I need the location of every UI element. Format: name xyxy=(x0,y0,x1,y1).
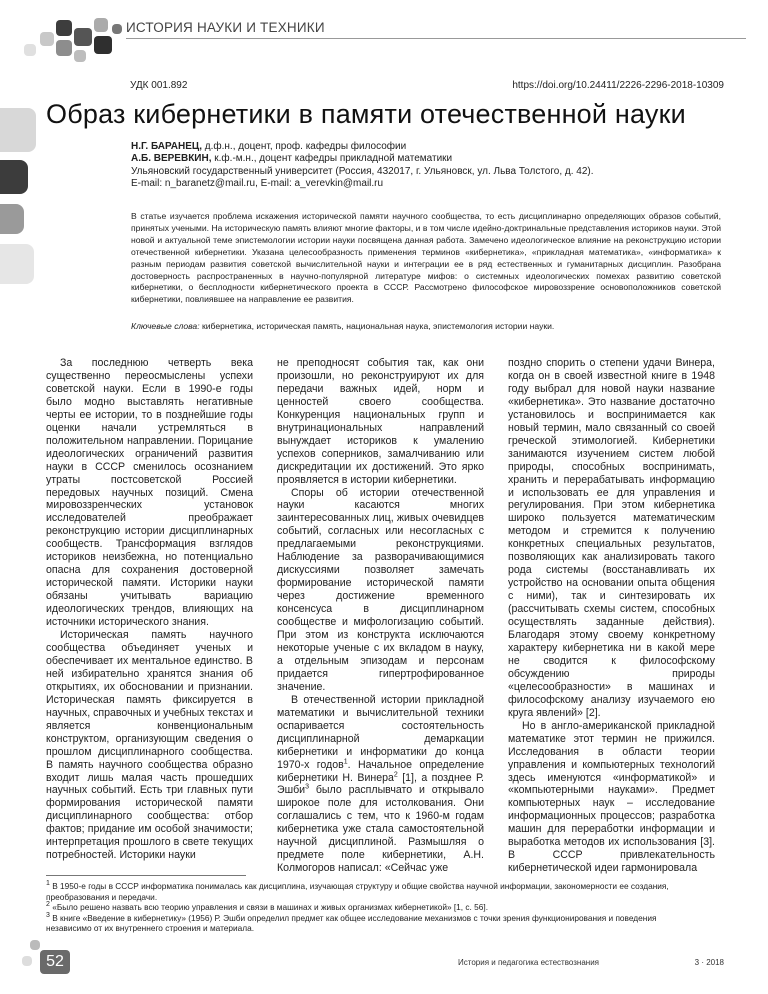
paragraph: Споры об истории отечественной науки касаются многих заинтересованных лиц, живых очевидцев событий, согласных или несогласных с предлагаемыми реконструкциями. Наблюдение за разворачивающимися дискуссиями позволяет замечать формирование исторической памяти через достижение временного консенсуса в дисциплинарном сообществе и мифологизацию событий. При этом из конструкта исключаются некоторые ученые с их вкладом в науку, а отдельным эпизодам и персонам придается гипертрофированное значение. xyxy=(277,486,484,693)
text-run: В отечественной истории прикладной математики и вычислительной техники оспаривается состоятельность дисциплинарной демаркации кибернетики и информатики до конца 1970-х годов xyxy=(277,693,484,771)
footnotes xyxy=(46,881,696,934)
authors-block xyxy=(131,141,731,191)
author-emails[interactable]: E-mail: n_baranetz@mail.ru, E-mail: a_verevkin@mail.ru xyxy=(131,178,384,190)
text-run: [1], а позднее Р. Эшби xyxy=(277,771,484,797)
body-column-3 xyxy=(508,357,715,875)
author-name: А.Б. ВЕРЕВКИН, xyxy=(131,153,212,165)
paragraph: не преподносят события так, как они произошли, но реконструируют их для передачи важных идей, норм и ценностей своего сообщества. Конкуренция национальных групп и внутринациональных направлений вынуждает историков к умалению успехов соперников, замалчиванию или дискредитации их достижений. Это ярко проявляется в истории кибернетики. xyxy=(277,357,484,486)
section-title: ИСТОРИЯ НАУКИ И ТЕХНИКИ xyxy=(126,20,325,35)
abstract: В статье изучается проблема искажения исторической памяти научного сообщества, то есть дисциплинарно определяющих образов событий, принятых учеными. На историческую память влияют многие факторы, и в том числе идейно-доктринальные представления историков науки. Этой новой и актуальной теме эпистемологии истории науки посвящена данная работа. Замечено идеологическое влияние на реконструкцию истории отечественной кибернетики. Указана целесообразность применения терминов «кибернетика», «прикладная математика», «информатика» к разным периодам развития советской вычислительной науки и интеграции ее в ряд естественных и гуманитарных дисциплин. Разобрана достоверность распространенных в научно-популярной литературе мифов: о системных идеологических помехах развитию советской кибернетики, о бесплодности кибернетического проекта в СССР. Рассмотрено философское мировоззрение основоположников советской кибернетики, повлиявшее на направление ее развития. xyxy=(131,211,721,305)
footnote-ref[interactable]: 1 xyxy=(343,758,348,766)
paragraph: поздно спорить о степени удачи Винера, когда он в своей известной книге в 1948 году выбрал для новой науки название «кибернетика». Это название достаточно установилось и воспринимается как новый термин, мало связанный со своей греческой этимологией. Кибернетики занимаются изучением систем любой природы, способных воспринимать, хранить и перерабатывать информацию и использовать ее для управления и регулирования. При этом кибернетика широко пользуется математическим методом и стремится к получению конкретных специальных результатов, позволяющих как анализировать такого рода системы (восстанавливать их устройство на основании опыта общения с ними), так и синтезировать их (рассчитывать схемы систем, способных осуществлять заданные действия). Благодаря этому своему конкретному характеру кибернетика ни в какой мере не сводится к философскому обсуждению природы «целесообразности» в машинах и философскому анализу изучаемого ею круга явлений» [2]. xyxy=(508,357,715,719)
footnote-text: В книге «Введение в кибернетику» (1956) Р. Эшби определил предмет как общее исследование механизмов с точки зрения функционирования и поведения независимо от их внутреннего строения и материала. xyxy=(46,912,657,934)
footnote xyxy=(46,902,696,913)
footnote xyxy=(46,913,696,934)
footnote-text: «Было решено назвать всю теорию управления и связи в машинах и живых организмах кибернетикой» [1, с. 56]. xyxy=(49,902,488,913)
journal-name: История и педагогика естествознания xyxy=(458,958,599,967)
author-1 xyxy=(131,141,731,153)
issue-number: 3 · 2018 xyxy=(694,958,724,967)
article-title: Образ кибернетики в памяти отечественной науки xyxy=(46,99,686,129)
keywords xyxy=(131,321,721,332)
text-run: было расплывчато и открывало широкое поле для истолкования. Они соглашались с тем, что к 1960-м годам кибернетика уже стала самостоятельной научной дисциплиной. Размышляя о предмете поле кибернетики, А.Н. Колмогоров написал: «Сейчас уже xyxy=(277,784,484,875)
author-details: д.ф.н., доцент, проф. кафедры философии xyxy=(202,141,407,152)
udk-code: УДК 001.892 xyxy=(130,80,188,91)
footnote xyxy=(46,881,696,902)
footnote-mark: 2 xyxy=(46,901,50,909)
paragraph: Историческая память научного сообщества объединяет ученых и обеспечивает их ментальное единство. В ней избирательно хранятся знания об открытиях, их обосновании и признании. Историческая память фиксируется в научных, справочных и учебных текстах и является конвенциональным конструктом, организующим сведения о прошлом дисциплинарного сообщества. В память научного сообщества образно входит лишь малая часть прошедших научных событий. Есть три главных пути формирования исторической памяти дисциплинарного сообщества: отбор фактов; придание им особой значимости; интерпретация прошлого в свете текущих потребностей. Историки науки xyxy=(46,629,253,862)
footnote-mark: 3 xyxy=(46,912,50,920)
footnote-divider xyxy=(46,875,246,876)
paragraph: За последнюю четверть века существенно переосмыслены успехи советской науки. Если в 1990-е годы было модно выставлять негативные черты ее истории, то в позднейшие годы оценки начали устремляться в положительном направлении. Порицание идеологических ограничений развития науки в СССР сменилось осознанием утраты постсоветской Россией передовых научных позиций. Смена мировоззренческих установок исследователей преображает реконструкцию истории дисциплинарных сообществ. Трансформация взглядов историков неизбежна, но потенциально опасна для сохранения достоверной исторической памяти. Историки науки обязаны учитывать вариацию идеологических трендов, влияющих на источники исторического знания. xyxy=(46,357,253,629)
paragraph xyxy=(277,694,484,875)
footnote-ref[interactable]: 3 xyxy=(305,783,310,791)
author-details: к.ф.-м.н., доцент кафедры прикладной математики xyxy=(211,153,453,165)
author-name: Н.Г. БАРАНЕЦ, xyxy=(131,141,202,152)
paragraph: Но в англо-американской прикладной математике этот термин не прижился. Исследования в области теории управления и компьютерных технологий здесь именуются «информатикой» и «компьютерными науками». Предмет компьютерных наук – исследование информационных процессов; разработка машин для переработки информации и выработка методов их использования [3]. В СССР привлекательность кибернетической идеи гармонировала xyxy=(508,719,715,875)
author-2 xyxy=(131,153,731,165)
footnote-text: В 1950-е годы в СССР информатика понималась как дисциплина, изучающая структуру и общие свойства научной информации, закономерности ее создания, преобразования и передачи. xyxy=(46,881,669,902)
keywords-label: Ключевые слова: xyxy=(131,321,200,331)
footnote-ref[interactable]: 2 xyxy=(393,770,398,778)
doi-link[interactable]: https://doi.org/10.24411/2226-2296-2018-10309 xyxy=(512,80,724,91)
page-number: 52 xyxy=(40,950,70,974)
text-run: . Начальное определение кибернетики Н. Винера xyxy=(277,758,484,784)
body-column-1 xyxy=(46,357,253,862)
keywords-text: кибернетика, историческая память, национальная наука, эпистемология истории науки. xyxy=(199,321,555,331)
header-rule xyxy=(126,38,746,39)
footnote-mark: 1 xyxy=(46,880,50,888)
affiliation: Ульяновский государственный университет (Россия, 432017, г. Ульяновск, ул. Льва Толстого, д. 42). xyxy=(131,165,594,177)
body-column-2 xyxy=(277,357,484,875)
